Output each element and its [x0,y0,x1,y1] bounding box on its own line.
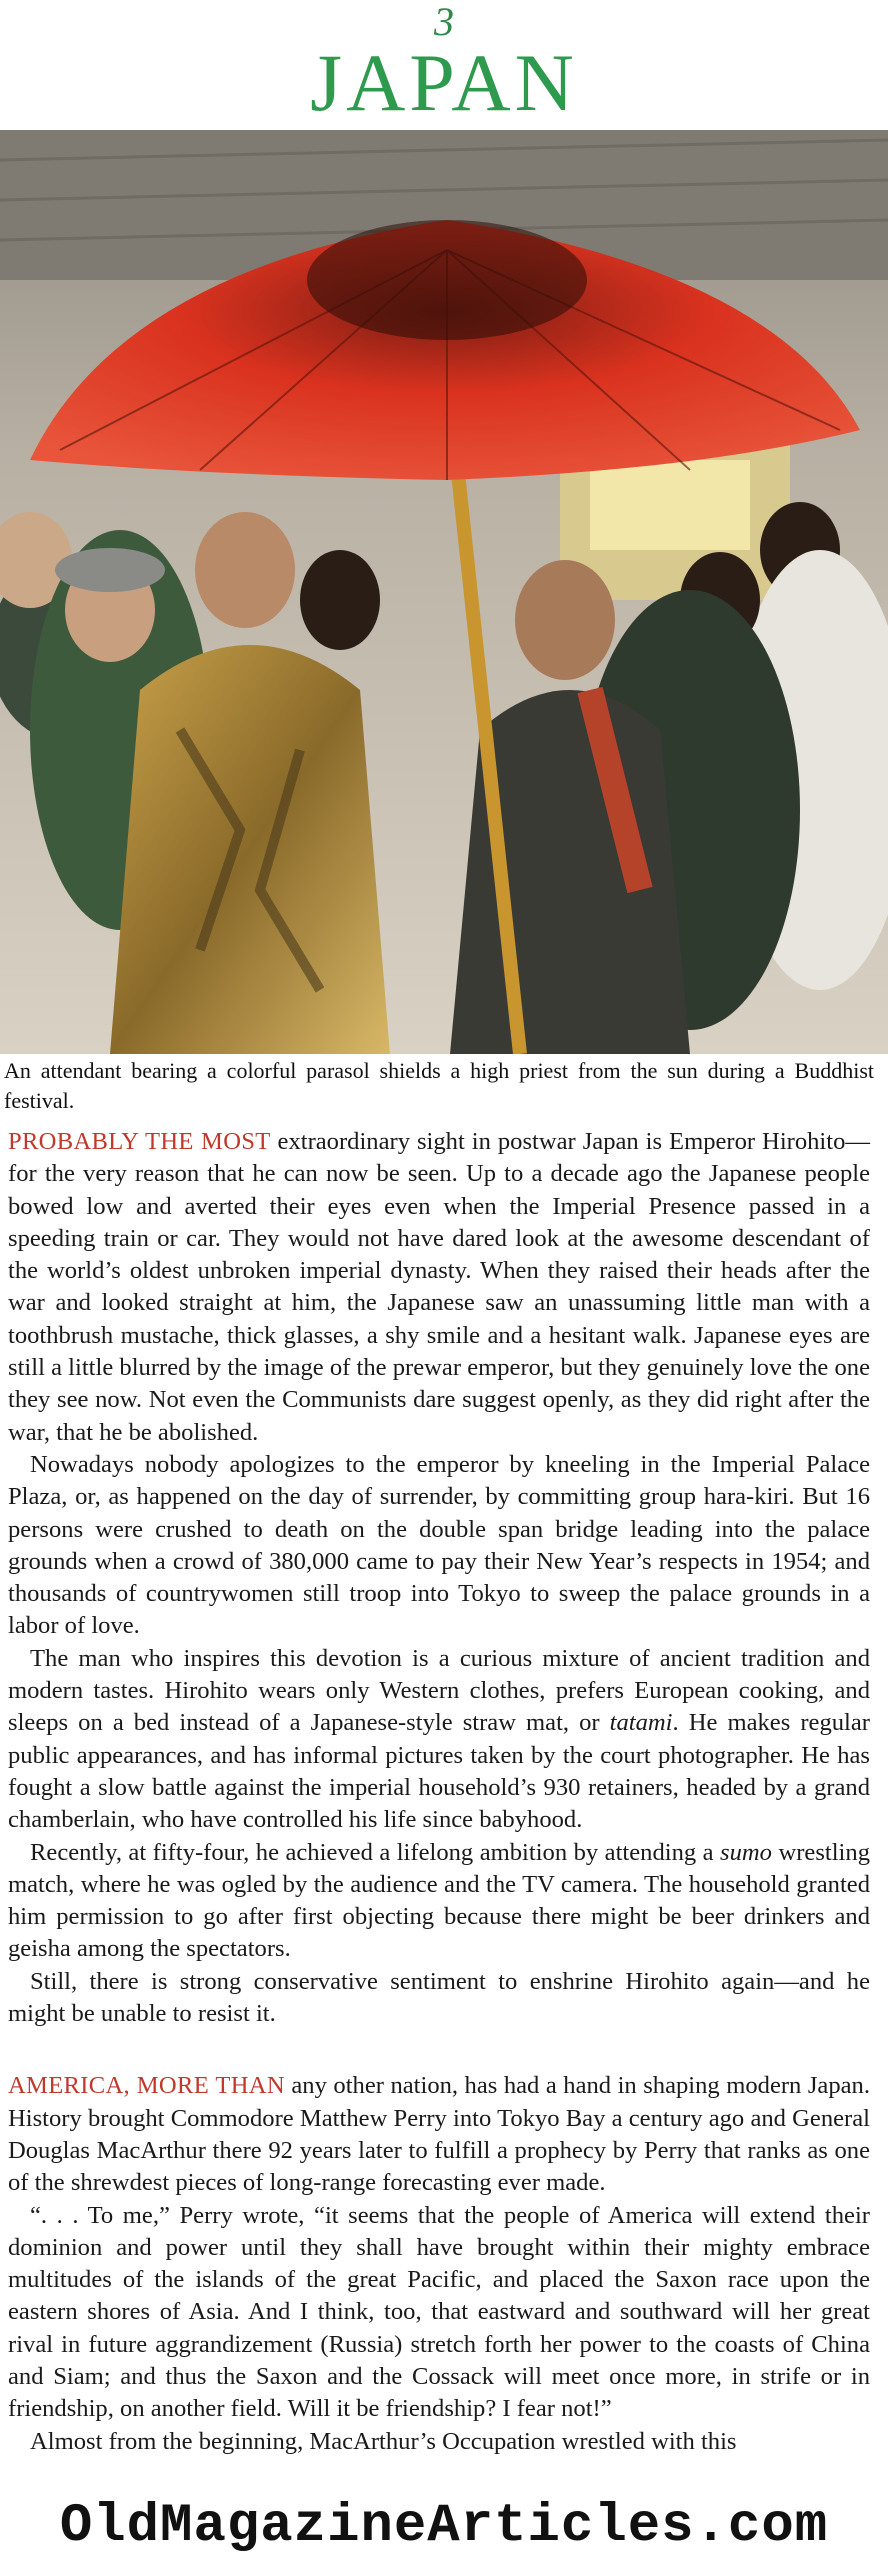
article-body [8,1126,870,2458]
paragraph: Almost from the beginning, MacArthur’s Occupation wrestled with this [30,2427,737,2455]
page-number: 3 [434,0,454,44]
paragraph: “. . . To me,” Perry wrote, “it seems that the people of America will extend their dominion and power until they shall have brought within their mighty embrace multitudes of the islands of the great Pacific, and placed the Saxon race upon the eastern shores of Asia. And I think, too, that eastward and southward will her great rival in future aggrandizement (Russia) stretch forth her power to the coasts of China and Siam; and thus the Saxon and the Cossack will meet once more, in strife or in friendship, on another field. Will it be friendship? I fear not!” [8,2201,870,2423]
site-watermark-link[interactable]: OldMagazineArticles.com [59,2496,829,2557]
festival-photo [0,130,888,1054]
paragraph: The man who inspires this devotion is a curious mixture of ancient tradition and modern tastes. Hirohito wears only Western clothes, prefers European cooking, and sleeps on a bed instead of a Japanese-style straw mat, or tatami. He makes regular public appearances, and has informal pictures taken by the court photographer. He has fought a slow battle against the imperial household’s 930 retainers, headed by a grand chamberlain, who have controlled his life since babyhood. [8,1644,870,1834]
paragraph: Recently, at fifty-four, he achieved a lifelong ambition by attending a sumo wrestling match, where he was ogled by the audience and the TV camera. The household granted him permission to go after first objecting because there might be beer drinkers and geisha among the spectators. [8,1838,870,1963]
paragraph: Still, there is strong conservative sentiment to enshrine Hirohito again—and he might be unable to resist it. [8,1967,870,2028]
paragraph: AMERICA, MORE THAN any other nation, has had a hand in shaping modern Japan. History brought Commodore Matthew Perry into Tokyo Bay a century ago and General Douglas MacArthur there 92 years later to fulfill a prophecy by Perry that ranks as one of the shrewdest pieces of long-range forecasting ever made. [8,2072,870,2197]
page-title: JAPAN [310,37,578,128]
section-lead-in: PROBABLY THE MOST [8,1128,271,1155]
paragraph: PROBABLY THE MOST extraordinary sight in postwar Japan is Emperor Hirohito—for the very reason that he can now be seen. Up to a decade ago the Japanese people bowed low and averted their eyes even when the Imperial Presence passed in a speeding train or car. They would not have dared look at the awesome descendant of the world’s oldest unbroken imperial dynasty. When they raised their heads after the war and looked straight at him, the Japanese saw an unassuming little man with a toothbrush mustache, thick glasses, a shy smile and a hesitant walk. Japanese eyes are still a little blurred by the image of the prewar emperor, but they genuinely love the one they see now. Not even the Communists dare suggest openly, as they did right after the war, that he be abolished. [8,1128,870,1446]
section-lead-in: AMERICA, MORE THAN [8,2072,285,2100]
photo-caption: An attendant bearing a colorful parasol shields a high priest from the sun during a Buddhist festival. [4,1058,874,1113]
paragraph: Nowadays nobody apologizes to the emperor by kneeling in the Imperial Palace Plaza, or, as happened on the day of surrender, by committing group hara-kiri. But 16 persons were crushed to death on the double span bridge leading into the palace grounds when a crowd of 380,000 came to pay their New Year’s respects in 1954; and thousands of countrywomen still troop into Tokyo to sweep the palace grounds in a labor of love. [8,1450,870,1640]
section-spacer [8,2030,870,2070]
